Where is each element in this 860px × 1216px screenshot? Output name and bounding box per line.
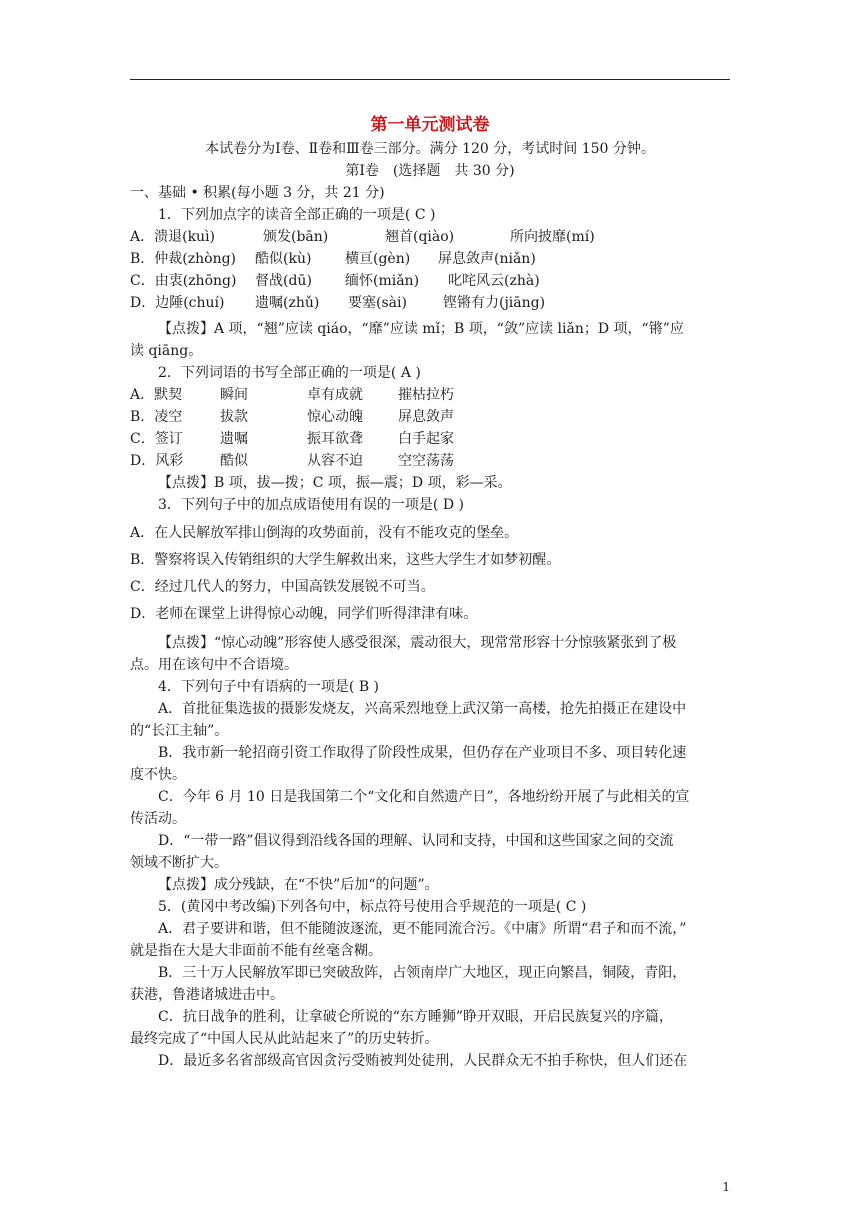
- document-body: [130, 112, 730, 1072]
- question-1-option-d: [130, 292, 730, 314]
- question-1-note: 读 qiāng。: [130, 343, 203, 359]
- question-4-text: 领域不断扩大。: [130, 855, 228, 871]
- question-3-note: 点。用在该句中不合语境。: [130, 657, 298, 673]
- option-term: 振耳欲聋: [307, 431, 363, 447]
- question-2-option-a: [130, 384, 730, 406]
- option-term: 缅怀(miǎn): [345, 273, 420, 289]
- question-5-text: C．抗日战争的胜利，让拿破仑所说的“东方睡狮”睁开双眼，开启民族复兴的序篇，: [158, 1009, 674, 1025]
- question-1-stem: 1．下列加点字的读音全部正确的一项是( C ): [158, 207, 436, 223]
- question-4-text: 的“长江主轴”。: [130, 723, 229, 739]
- option-term: 要塞(sài): [348, 295, 407, 311]
- question-2-option-b: [130, 406, 730, 428]
- question-1-option-a: [130, 226, 730, 248]
- option-term: 惊心动魄: [307, 409, 363, 425]
- question-4-text: 度不快。: [130, 767, 186, 783]
- option-term: 白手起家: [398, 431, 454, 447]
- option-term: D．边陲(chuí): [130, 295, 225, 311]
- question-1-option-c: [130, 270, 730, 292]
- option-term: A．默契: [130, 387, 183, 403]
- question-1-note: 【点拨】A 项，“翘”应读 qiáo，“靡”应读 mǐ；B 项，“敛”应读 liǎn；D 项，“锵”应: [158, 321, 684, 337]
- option-term: 翘首(qiào): [385, 229, 455, 245]
- section-heading: 一、基础 • 积累(每小题 3 分，共 21 分): [130, 185, 385, 201]
- header-rule: [130, 79, 730, 80]
- question-5-text: 最终完成了“中国人民从此站起来了”的历史转折。: [130, 1031, 439, 1047]
- question-2-option-c: [130, 428, 730, 450]
- option-term: B．仲裁(zhòng): [130, 251, 237, 267]
- question-5-text: 获港，鲁港诸城进击中。: [130, 987, 284, 1003]
- option-term: 屏息敛声: [398, 409, 454, 425]
- question-3-option-a: A．在人民解放军排山倒海的攻势面前，没有不能攻克的堡垒。: [130, 525, 519, 541]
- option-term: B．凌空: [130, 409, 183, 425]
- question-2-option-d: [130, 450, 730, 472]
- question-3-note: 【点拨】“惊心动魄”形容使人感受很深，震动很大，现常常形容十分惊骇紧张到了极: [158, 635, 677, 651]
- option-term: 横亘(gèn): [345, 251, 411, 267]
- option-term: 拔款: [220, 409, 248, 425]
- page-title: 第一单元测试卷: [370, 115, 490, 135]
- question-4-stem: 4．下列句子中有语病的一项是( B ): [158, 679, 380, 695]
- option-term: C．签订: [130, 431, 183, 447]
- option-term: 铿锵有力(jiāng): [443, 295, 546, 311]
- question-3-option-d: D．老师在课堂上讲得惊心动魄，同学们听得津津有味。: [130, 606, 478, 622]
- question-4-text: B．我市新一轮招商引资工作取得了阶段性成果，但仍存在产业项目不多、项目转化速: [158, 745, 687, 761]
- question-3-option-c: C．经过几代人的努力，中国高铁发展锐不可当。: [130, 579, 435, 595]
- question-4-note: 【点拨】成分残缺，在“不快”后加“的问题”。: [158, 877, 439, 893]
- question-5-text: A．君子要讲和谐，但不能随波逐流，更不能同流合污。《中庸》所谓“君子和而不流，”: [158, 921, 687, 937]
- question-3-stem: 3．下列句子中的加点成语使用有误的一项是( D ): [158, 497, 464, 513]
- option-term: D．风彩: [130, 453, 184, 469]
- option-term: 从容不迫: [307, 453, 363, 469]
- option-term: 叱咤风云(zhà): [448, 273, 540, 289]
- question-5-text: 就是指在大是大非面前不能有丝毫含糊。: [130, 943, 382, 959]
- question-5-stem: 5．(黄冈中考改编)下列各句中，标点符号使用合乎规范的一项是( C ): [158, 899, 587, 915]
- option-term: A．溃退(kuì): [130, 229, 216, 245]
- option-term: 摧枯拉朽: [398, 387, 454, 403]
- option-term: 酷似(kù): [255, 251, 312, 267]
- option-term: 遗嘱: [220, 431, 248, 447]
- option-term: 屏息敛声(niǎn): [438, 251, 536, 267]
- option-term: 遗嘱(zhǔ): [255, 295, 320, 311]
- question-2-note: 【点拨】B 项，拔—拨；C 项，振—震；D 项，彩—采。: [158, 475, 512, 491]
- option-term: 卓有成就: [307, 387, 363, 403]
- option-term: 酷似: [220, 453, 248, 469]
- option-term: 空空荡荡: [398, 453, 454, 469]
- question-1-option-b: [130, 248, 730, 270]
- option-term: C．由衷(zhōng): [130, 273, 237, 289]
- option-term: 颁发(bān): [263, 229, 329, 245]
- option-term: 所向披靡(mí): [510, 229, 595, 245]
- question-4-text: 传活动。: [130, 811, 186, 827]
- question-3-option-b: B．警察将误入传销组织的大学生解救出来，这些大学生才如梦初醒。: [130, 552, 561, 568]
- page-number: 1: [722, 1180, 730, 1194]
- question-1-options: [130, 226, 730, 314]
- question-4-text: C．今年 6 月 10 日是我国第二个“文化和自然遗产日”，各地纷纷开展了与此相关的宣: [158, 789, 690, 805]
- exam-intro: 本试卷分为Ⅰ卷、Ⅱ卷和Ⅲ卷三部分。满分 120 分，考试时间 150 分钟。: [205, 141, 655, 157]
- part-heading: 第Ⅰ卷 (选择题 共 30 分): [345, 163, 515, 179]
- question-5-text: D．最近多名省部级高官因贪污受贿被判处徒刑，人民群众无不拍手称快，但人们还在: [158, 1053, 688, 1069]
- question-2-stem: 2．下列词语的书写全部正确的一项是( A ): [158, 365, 421, 381]
- question-5-text: B．三十万人民解放军即已突破敌阵，占领南岸广大地区，现正向繁昌，铜陵，青阳，: [158, 965, 687, 981]
- question-4-text: D．“一带一路”倡议得到沿线各国的理解、认同和支持，中国和这些国家之间的交流: [158, 833, 674, 849]
- option-term: 督战(dū): [255, 273, 312, 289]
- question-4-text: A．首批征集选拔的摄影发烧友，兴高采烈地登上武汉第一高楼，抢先拍摄正在建设中: [158, 701, 687, 717]
- option-term: 瞬间: [220, 387, 248, 403]
